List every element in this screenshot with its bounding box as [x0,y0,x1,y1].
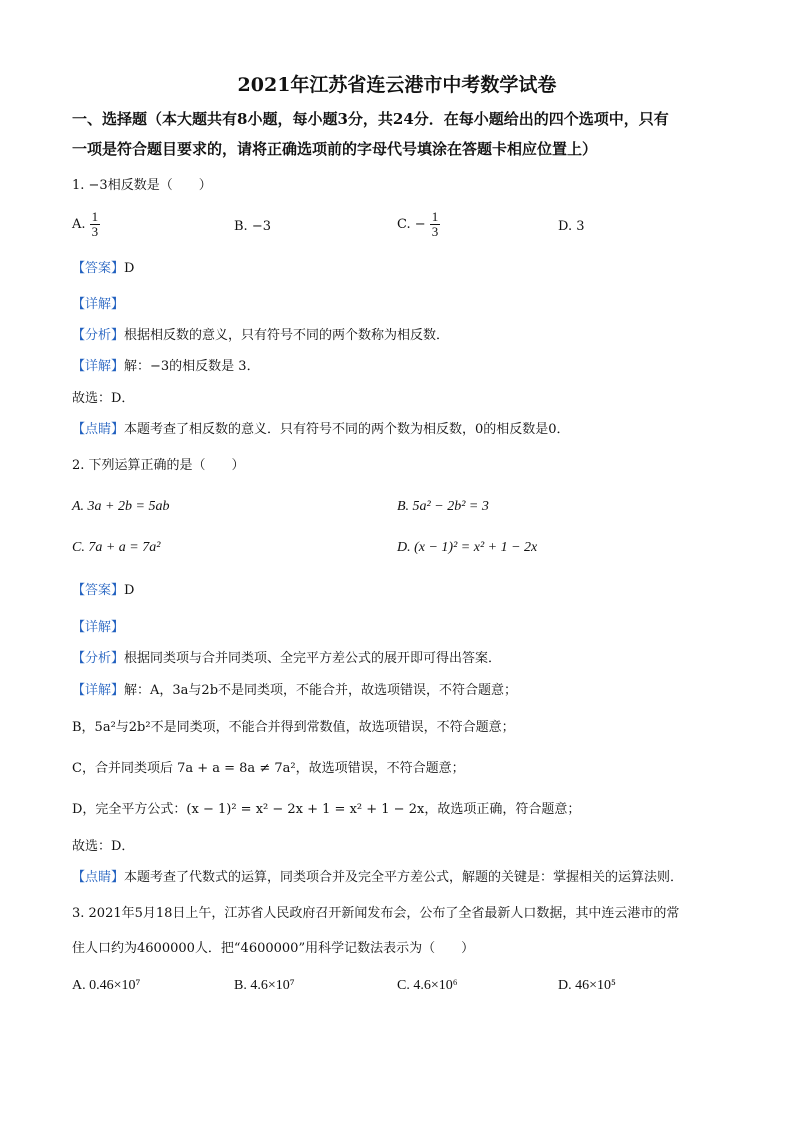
q1-option-a [72,210,100,239]
q2-comment-tag: 【点睛】 [72,870,125,885]
q1-explain-tag: 【详解】 [72,359,125,374]
q2-explain-c: C，合并同类项后 7a + a = 8a ≠ 7a²，故选项错误，不符合题意； [72,761,465,776]
q1-explain-text: 解：−3的相反数是 3． [124,359,260,374]
q2-explain-b: B，5a²与2b²不是同类项，不能合并得到常数值，故选项错误，不符合题意； [72,720,515,735]
q2-option-a-text: A. 3a + 2b = 5ab [72,499,170,514]
q2-option-b [397,499,489,515]
q1-option-a-label: A. [72,217,86,232]
q1-comment-text: 本题考查了相反数的意义．只有符号不同的两个数为相反数，0的相反数是0． [124,422,570,437]
q1-detail-heading [72,296,124,314]
q2-detail-tag: 【详解】 [72,620,125,635]
q2-explain-d: D，完全平方公式：(x − 1)² = x² − 2x + 1 = x² + 1 − 2x，故选项正确，符合题意； [72,802,581,817]
q1-analysis-text: 根据相反数的意义，只有符号不同的两个数称为相反数． [124,328,450,343]
q2-option-c [72,540,160,556]
q3-option-a-text: A. 0.46×10⁷ [72,978,141,993]
q1-option-c-numerator: 1 [431,209,439,224]
q3-option-d [558,978,616,994]
q1-option-a-numerator: 1 [91,209,99,224]
q2-option-d [397,540,537,556]
section-header-line2: 一项是符合题目要求的，请将正确选项前的字母代号填涂在答题卡相应位置上） [72,140,598,158]
q2-comment [72,869,683,887]
section-header-line1: 一、选择题（本大题共有8小题，每小题3分，共24分．在每小题给出的四个选项中，只有 [72,110,669,128]
q1-option-c [397,210,440,239]
page-title: 2021年江苏省连云港市中考数学试卷 [237,74,557,96]
q2-answer-tag: 【答案】 [72,583,125,598]
q1-analysis [72,327,449,345]
q1-option-c-fraction [430,210,441,239]
q2-explain-a-text: 解：A，3a与2b不是同类项，不能合并，故选项错误，不符合题意； [124,683,518,698]
q2-analysis [72,650,501,668]
q2-option-c-text: C. 7a + a = 7a² [72,540,161,555]
q1-option-b: B. −3 [234,219,271,234]
q2-option-d-text: D. (x − 1)² = x² + 1 − 2x [397,540,538,555]
q1-option-a-fraction [90,210,101,239]
q3-option-b [234,978,295,994]
q1-option-c-denominator: 3 [431,224,439,239]
q3-option-c-text: C. 4.6×10⁶ [397,978,458,993]
q2-option-b-text: B. 5a² − 2b² = 3 [397,499,489,514]
q2-option-a [72,499,169,515]
q1-comment-tag: 【点睛】 [72,422,125,437]
q1-explain [72,358,260,376]
q2-stem: 2. 下列运算正确的是（ ） [72,458,245,473]
q2-answer [72,582,134,600]
q2-detail-heading [72,619,124,637]
q1-analysis-tag: 【分析】 [72,328,125,343]
q2-analysis-tag: 【分析】 [72,651,125,666]
q3-option-b-text: B. 4.6×10⁷ [234,978,295,993]
q1-detail-tag: 【详解】 [72,297,125,312]
q1-answer-value: D [124,261,135,276]
q2-answer-value: D [124,583,135,598]
q2-comment-text: 本题考查了代数式的运算，同类项合并及完全平方差公式，解题的关键是：掌握相关的运算法则． [124,870,684,885]
q2-explain-a [72,682,517,700]
q1-comment [72,421,570,439]
q1-option-a-denominator: 3 [91,224,99,239]
q1-choose: 故选：D． [72,391,135,406]
q1-answer-tag: 【答案】 [72,261,125,276]
q2-analysis-text: 根据同类项与合并同类项、全完平方差公式的展开即可得出答案． [124,651,502,666]
q2-explain-tag: 【详解】 [72,683,125,698]
q3-option-c [397,978,458,994]
q3-option-a [72,978,140,994]
q1-option-c-label: C. − [397,217,426,232]
q2-choose: 故选：D． [72,839,135,854]
q1-answer [72,260,134,278]
q1-option-d: D. 3 [558,219,585,234]
q1-stem: 1. −3相反数是（ ） [72,178,212,193]
q3-option-d-text: D. 46×10⁵ [558,978,616,993]
q3-stem-line1: 3. 2021年5月18日上午，江苏省人民政府召开新闻发布会，公布了全省最新人口数据，其中连云港市的常 [72,906,680,921]
q3-stem-line2: 住人口约为4600000人．把“4600000”用科学记数法表示为（ ） [72,941,475,956]
